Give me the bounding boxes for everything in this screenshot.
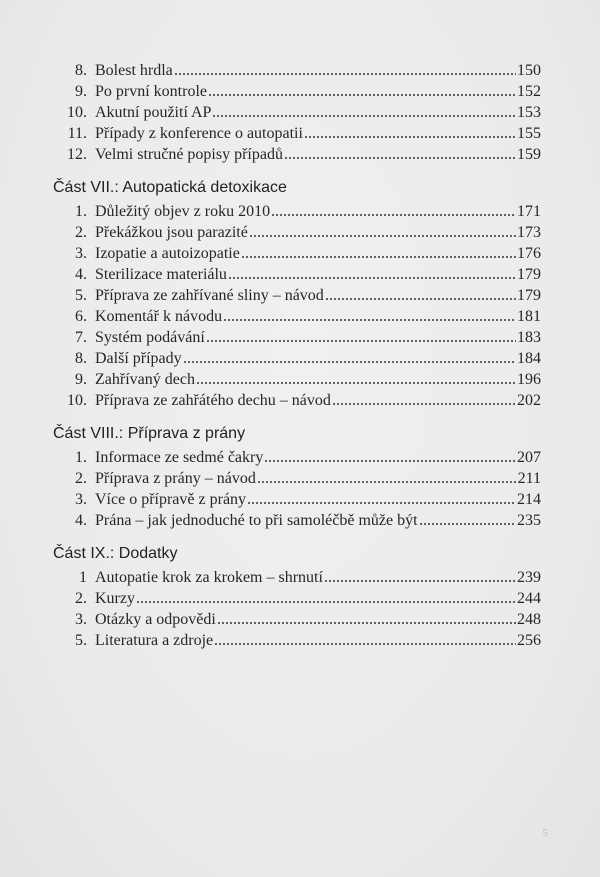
entry-title: Otázky a odpovědi — [95, 611, 216, 628]
entry-title: Sterilizace materiálu — [95, 266, 227, 283]
toc-section — [53, 423, 541, 531]
entry-page-number: 239 — [517, 569, 541, 586]
entry-title: Překážkou jsou parazité — [95, 224, 248, 241]
section-heading: Část VIII.: Příprava z prány — [53, 425, 246, 442]
entry-page-number: 183 — [517, 329, 541, 346]
entry-page-number: 256 — [517, 632, 541, 649]
entry-number: 5. — [75, 632, 87, 649]
entry-number: 9. — [75, 83, 87, 100]
toc-entry — [53, 348, 541, 369]
dot-leader — [206, 337, 516, 343]
entry-number: 1. — [75, 203, 87, 220]
entry-number: 1. — [75, 449, 87, 466]
toc-entry — [53, 285, 541, 306]
entry-page-number: 171 — [517, 203, 541, 220]
toc-entry — [53, 489, 541, 510]
entry-page-number: 152 — [517, 83, 541, 100]
entry-title: Více o přípravě z prány — [95, 491, 247, 508]
entry-number: 12. — [67, 146, 87, 163]
toc-section — [53, 177, 541, 411]
entry-number: 4. — [75, 266, 87, 283]
entry-page-number: 184 — [517, 350, 541, 367]
toc-entry — [53, 102, 541, 123]
toc-entry — [53, 567, 541, 588]
dot-leader — [228, 274, 516, 280]
entry-page-number: 176 — [517, 245, 541, 262]
entry-title: Po první kontrole — [95, 83, 207, 100]
entry-page-number: 159 — [517, 146, 541, 163]
dot-leader — [196, 379, 516, 385]
toc-section — [53, 60, 541, 165]
entry-page-number: 202 — [517, 392, 541, 409]
entry-number: 3. — [75, 245, 87, 262]
toc-entry — [53, 222, 541, 243]
dot-leader — [223, 316, 516, 322]
dot-leader — [241, 253, 516, 259]
dot-leader — [271, 211, 516, 217]
entry-page-number: 196 — [517, 371, 541, 388]
dot-leader — [324, 577, 516, 583]
entry-number: 2. — [75, 224, 87, 241]
page-folio: 5 — [542, 827, 548, 839]
entry-title: Izopatie a autoizopatie — [95, 245, 240, 262]
toc-entry — [53, 327, 541, 348]
dot-leader — [217, 619, 516, 625]
entry-page-number: 150 — [517, 62, 541, 79]
entry-page-number: 211 — [517, 470, 541, 487]
toc-entry — [53, 588, 541, 609]
dot-leader — [304, 133, 516, 139]
dot-leader — [264, 457, 516, 463]
dot-leader — [212, 112, 516, 118]
entry-number: 5. — [75, 287, 87, 304]
entry-page-number: 214 — [517, 491, 541, 508]
entry-page-number: 181 — [517, 308, 541, 325]
dot-leader — [183, 358, 516, 364]
entry-number: 3. — [75, 491, 87, 508]
entry-number: 10. — [67, 392, 87, 409]
entry-title: Autopatie krok za krokem – shrnutí — [95, 569, 323, 586]
entry-page-number: 155 — [517, 125, 541, 142]
toc-entry — [53, 609, 541, 630]
toc-entry — [53, 123, 541, 144]
toc-section — [53, 543, 541, 651]
table-of-contents — [53, 60, 541, 651]
entry-title: Příprava ze zahřívané sliny – návod — [95, 287, 324, 304]
toc-entry — [53, 390, 541, 411]
section-heading: Část IX.: Dodatky — [53, 545, 178, 562]
entry-number: 11. — [67, 125, 87, 142]
dot-leader — [257, 478, 517, 484]
entry-number: 1 — [79, 569, 87, 586]
toc-entry — [53, 60, 541, 81]
section-heading: Část VII.: Autopatická detoxikace — [53, 179, 287, 196]
entry-title: Příprava z prány – návod — [95, 470, 256, 487]
entry-number: 7. — [75, 329, 87, 346]
entry-title: Systém podávání — [95, 329, 205, 346]
entry-page-number: 179 — [517, 287, 541, 304]
toc-entry — [53, 306, 541, 327]
toc-entry — [53, 468, 541, 489]
entry-page-number: 207 — [517, 449, 541, 466]
entry-title: Kurzy — [95, 590, 135, 607]
toc-entry — [53, 264, 541, 285]
entry-page-number: 235 — [517, 512, 541, 529]
entry-number: 3. — [75, 611, 87, 628]
dot-leader — [284, 154, 516, 160]
dot-leader — [214, 640, 516, 646]
entry-title: Literatura a zdroje — [95, 632, 214, 649]
dot-leader — [419, 520, 516, 526]
toc-entry — [53, 630, 541, 651]
entry-title: Velmi stručné popisy případů — [95, 146, 283, 163]
toc-entry — [53, 510, 541, 531]
toc-entry — [53, 447, 541, 468]
entry-page-number: 248 — [517, 611, 541, 628]
entry-title: Případy z konference o autopatii — [95, 125, 303, 142]
entry-title: Akutní použití AP — [95, 104, 212, 121]
toc-entry — [53, 201, 541, 222]
dot-leader — [247, 499, 516, 505]
dot-leader — [174, 70, 516, 76]
entry-page-number: 173 — [517, 224, 541, 241]
entry-title: Příprava ze zahřátého dechu – návod — [95, 392, 331, 409]
toc-entry — [53, 81, 541, 102]
entry-page-number: 153 — [517, 104, 541, 121]
entry-title: Další případy — [95, 350, 182, 367]
entry-title: Komentář k návodu — [95, 308, 223, 325]
entry-page-number: 179 — [517, 266, 541, 283]
entry-number: 4. — [75, 512, 87, 529]
dot-leader — [249, 232, 516, 238]
entry-number: 2. — [75, 470, 87, 487]
dot-leader — [332, 400, 516, 406]
dot-leader — [136, 598, 516, 604]
entry-title: Prána – jak jednoduché to při samoléčbě může být — [95, 512, 418, 529]
entry-number: 9. — [75, 371, 87, 388]
entry-page-number: 244 — [517, 590, 541, 607]
dot-leader — [208, 91, 516, 97]
dot-leader — [325, 295, 516, 301]
entry-title: Důležitý objev z roku 2010 — [95, 203, 271, 220]
toc-entry — [53, 243, 541, 264]
entry-number: 10. — [67, 104, 87, 121]
entry-title: Informace ze sedmé čakry — [95, 449, 264, 466]
toc-entry — [53, 144, 541, 165]
toc-entry — [53, 369, 541, 390]
entry-title: Zahřívaný dech — [95, 371, 195, 388]
entry-title: Bolest hrdla — [95, 62, 173, 79]
entry-number: 8. — [75, 350, 87, 367]
entry-number: 2. — [75, 590, 87, 607]
entry-number: 8. — [75, 62, 87, 79]
entry-number: 6. — [75, 308, 87, 325]
